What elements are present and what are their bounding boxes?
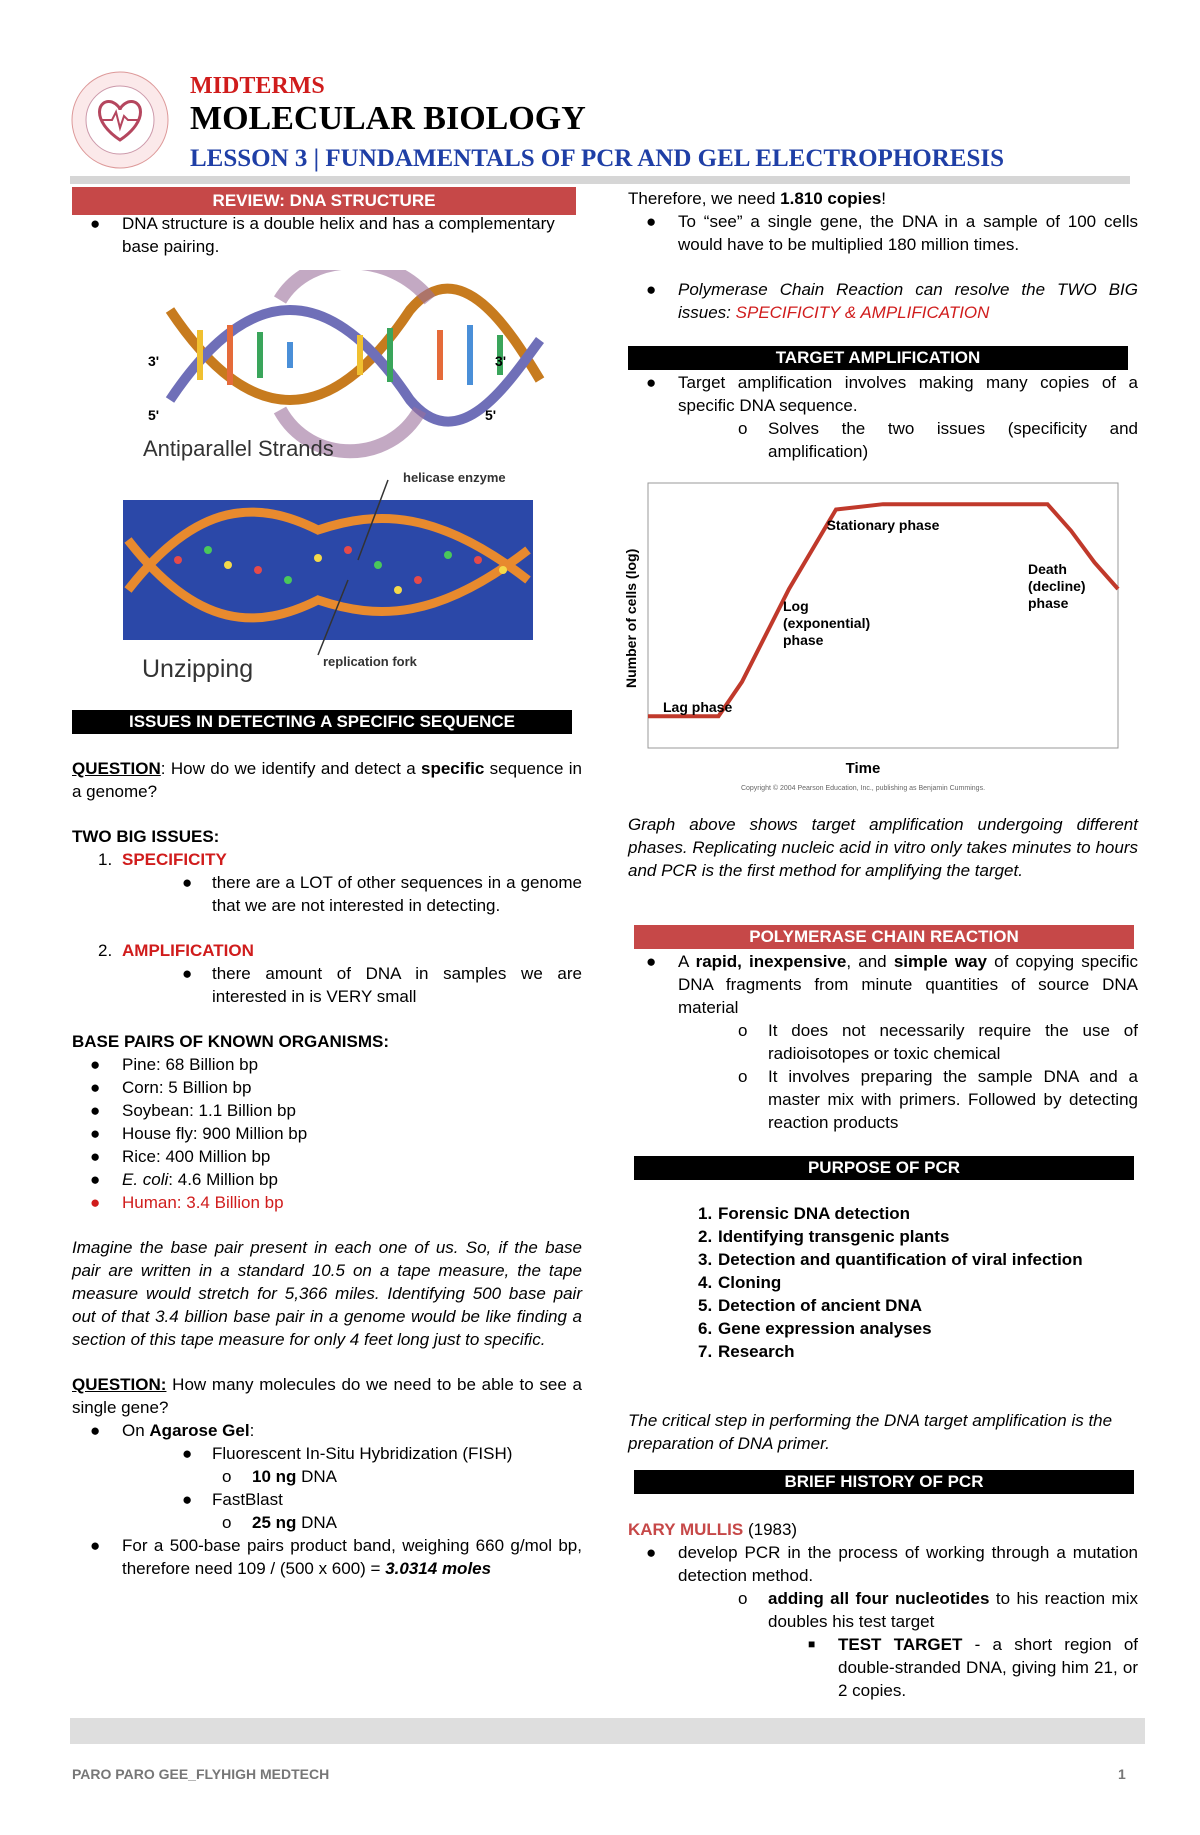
header-rule <box>70 176 1130 184</box>
target-amplification-title: TARGET AMPLIFICATION <box>628 346 1128 370</box>
test-target-item: ■ TEST TARGET - a short region of double-stranded DNA, giving him 21, or 2 copies. <box>808 1635 1138 1700</box>
bp-item: Rice: 400 Million bp <box>122 1147 271 1166</box>
x-axis-label: Time <box>845 760 881 777</box>
target-sub: o Solves the two issues (specificity and amplification) <box>738 419 1138 461</box>
lag-phase-label: Lag phase <box>663 699 733 715</box>
bp-item: Corn: 5 Billion bp <box>122 1078 252 1097</box>
strand-label-5a: 5' <box>148 407 160 423</box>
target-bullet: ● Target amplification involves making many copies of a specific DNA sequence. <box>646 373 1138 415</box>
history-bullet: ● develop PCR in the process of working through a mutation detection method. <box>646 1543 1138 1585</box>
fish-item: ● Fluorescent In-Situ Hybridization (FISH) <box>182 1444 513 1463</box>
purpose-section-title: PURPOSE OF PCR <box>634 1156 1134 1180</box>
history-sub: o adding all four nucleotides to his reaction mix doubles his test target <box>738 1589 1138 1631</box>
issue-2-bullet: ● there amount of DNA in samples we are interested in is VERY small <box>182 964 582 1006</box>
page-number: 1 <box>1118 1766 1126 1782</box>
logo <box>70 70 170 170</box>
helicase-label: helicase enzyme <box>403 470 506 485</box>
question-2: QUESTION: How many molecules do we need to be able to see a single gene? <box>72 1375 582 1417</box>
purpose-item: Research <box>718 1342 795 1361</box>
footer-rule <box>70 1718 1145 1744</box>
issue-1: 1. SPECIFICITY <box>98 850 227 869</box>
pcr-resolves-bullet: ● Polymerase Chain Reaction can resolve the TWO BIG issues: SPECIFICITY & AMPLIFICATION <box>646 280 1138 322</box>
bp-item: Pine: 68 Billion bp <box>122 1055 259 1074</box>
bp-item: House fly: 900 Million bp <box>122 1124 308 1143</box>
history-body <box>628 1518 1138 1702</box>
tape-measure-paragraph: Imagine the base pair present in each one of us. So, if the base pair are written in a standard 10.5 on a tape measure, the tape measure would stretch for 5,366 miles. Identifying 500 base pair out of that 3.4 billion base pair in a genome would be like finding a section of this tape measure for only 4 feet long just to specific. <box>72 1238 582 1349</box>
purpose-item: Gene expression analyses <box>718 1319 932 1338</box>
review-bullet: ● DNA structure is a double helix and has a complementary base pairing. <box>90 214 555 256</box>
strand-label-3b: 3' <box>495 353 507 369</box>
purpose-item: Detection and quantification of viral infection <box>718 1250 1083 1269</box>
log-phase-label: Log (exponential) phase <box>783 598 871 648</box>
heart-logo-icon <box>70 70 170 170</box>
fish-amount: o 10 ng DNA <box>222 1467 338 1486</box>
purpose-item: Forensic DNA detection <box>718 1204 911 1223</box>
stationary-phase-label: Stationary phase <box>826 517 940 533</box>
strand-label-3a: 3' <box>148 353 160 369</box>
antiparallel-caption: Antiparallel Strands <box>143 436 334 461</box>
bp-item: Soybean: 1.1 Billion bp <box>122 1101 296 1120</box>
y-axis-label: Number of cells (log) <box>623 548 639 688</box>
critical-step-paragraph: The critical step in performing the DNA target amplification is the preparation of DNA primer. <box>628 1411 1113 1453</box>
pcr-sub-1: o It does not necessarily require the use of radioisotopes or toxic chemical <box>738 1021 1138 1063</box>
pcr-bullet: ● A rapid, inexpensive, and simple way of copying specific DNA fragments from minute quantities of source DNA material <box>646 952 1138 1017</box>
purpose-item: Identifying transgenic plants <box>718 1227 950 1246</box>
issues-section-title: ISSUES IN DETECTING A SPECIFIC SEQUENCE <box>72 710 572 734</box>
agarose-item: ● On Agarose Gel: <box>90 1421 255 1440</box>
purpose-list: 1. Forensic DNA detection 2. Identifying transgenic plants 3. Detection and quantification of viral infection 4. Cloning 5. Detection of ancient DNA 6. Gene expression analyses 7. Research <box>698 1204 1083 1361</box>
replication-fork-label: replication fork <box>323 654 417 669</box>
fastblast-item: ● FastBlast <box>182 1490 283 1509</box>
issue-2: 2. AMPLIFICATION <box>98 941 254 960</box>
right-top <box>628 187 1138 324</box>
history-section-title: BRIEF HISTORY OF PCR <box>634 1470 1134 1494</box>
chart-copyright: Copyright © 2004 Pearson Education, Inc., publishing as Benjamin Cummings. <box>740 785 986 792</box>
issue-1-bullet: ● there are a LOT of other sequences in a genome that we are not interested in detecting. <box>182 873 582 915</box>
question-1: QUESTION: How do we identify and detect a specific sequence in a genome? <box>72 759 582 801</box>
bp-item-ecoli: ● E. coli: 4.6 Million bp <box>90 1170 278 1189</box>
strand-label-5b: 5' <box>485 407 497 423</box>
midterms-label: MIDTERMS <box>190 73 325 99</box>
bp-item-human: ● Human: 3.4 Billion bp <box>90 1193 284 1212</box>
kary-mullis: KARY MULLIS (1983) <box>628 1520 798 1539</box>
growth-curve-chart <box>608 478 1128 796</box>
two-issues-heading: TWO BIG ISSUES: <box>72 827 220 846</box>
pcr-sub-2: o It involves preparing the sample DNA and a master mix with primers. Followed by detecting reaction products <box>738 1067 1138 1132</box>
calculation-item: ● For a 500-base pairs product band, weighing 660 g/mol bp, therefore need 109 / (500 x 600) = 3.0314 moles <box>90 1536 582 1578</box>
see-gene-bullet: ● To “see” a single gene, the DNA in a sample of 100 cells would have to be multiplied 180 million times. <box>646 212 1138 254</box>
target-body <box>628 371 1138 463</box>
course-title: MOLECULAR BIOLOGY <box>190 100 586 137</box>
review-section-title: REVIEW: DNA STRUCTURE <box>72 187 576 215</box>
death-phase-label: Death (decline) phase <box>1028 561 1086 611</box>
pcr-body <box>628 950 1138 1134</box>
left-body: QUESTION: How do we identify and detect a specific sequence in a genome? TWO BIG ISSUES: 1. SPECIFICITY ● there are a LOT of other sequences in a genome that we are not interested in detecting. 2. AMPLIFICATION ● there amount of DNA in samples we are interested in is VERY small BASE PAIRS OF KNOWN ORGANISMS: ● Pine: 68 Billion bp ● Corn: 5 Billion bp ● Soybean: 1.1 Billion bp ● House fly: 900 Million bp ● Rice: 400 Million bp ● E. coli: 4.6 Million bp ● Human: 3.4 Billion bp Imagine the base pair present in each one of us. So, if the base pair are written in a standard 10.5 on a tape measure, the tape measure would stretch for 5,366 miles. Identifying 500 base pair out of that 3.4 billion base pair in a genome would be like finding a section of this tape measure for only 4 feet long just to specific. QUESTION: How many molecules do we need to be able to see a single gene? ● On Agarose Gel: ● Fluorescent In-Situ Hybridization (FISH) o 10 ng DNA ● FastBlast o 25 ng DNA ● For a 500-base pairs product band, weighing 660 g/mol bp, therefore need 109 / (500 x 600) = 3.0314 moles <box>72 759 582 1578</box>
base-pairs-heading: BASE PAIRS OF KNOWN ORGANISMS: <box>72 1032 390 1051</box>
copies-needed: Therefore, we need 1.810 copies! <box>628 189 887 208</box>
fastblast-amount: o 25 ng DNA <box>222 1513 338 1532</box>
graph-caption: Graph above shows target amplification undergoing different phases. Replicating nucleic acid in vitro only takes minutes to hours and PCR is the first method for amplifying the target. <box>628 815 1138 880</box>
pcr-section-title: POLYMERASE CHAIN REACTION <box>634 925 1134 949</box>
lesson-title: LESSON 3 | FUNDAMENTALS OF PCR AND GEL ELECTROPHORESIS <box>190 145 1004 172</box>
purpose-item: Detection of ancient DNA <box>718 1296 923 1315</box>
unzipping-caption: Unzipping <box>142 655 254 683</box>
footer-left-text: PARO PARO GEE_FLYHIGH MEDTECH <box>72 1766 330 1782</box>
purpose-item: Cloning <box>718 1273 782 1292</box>
